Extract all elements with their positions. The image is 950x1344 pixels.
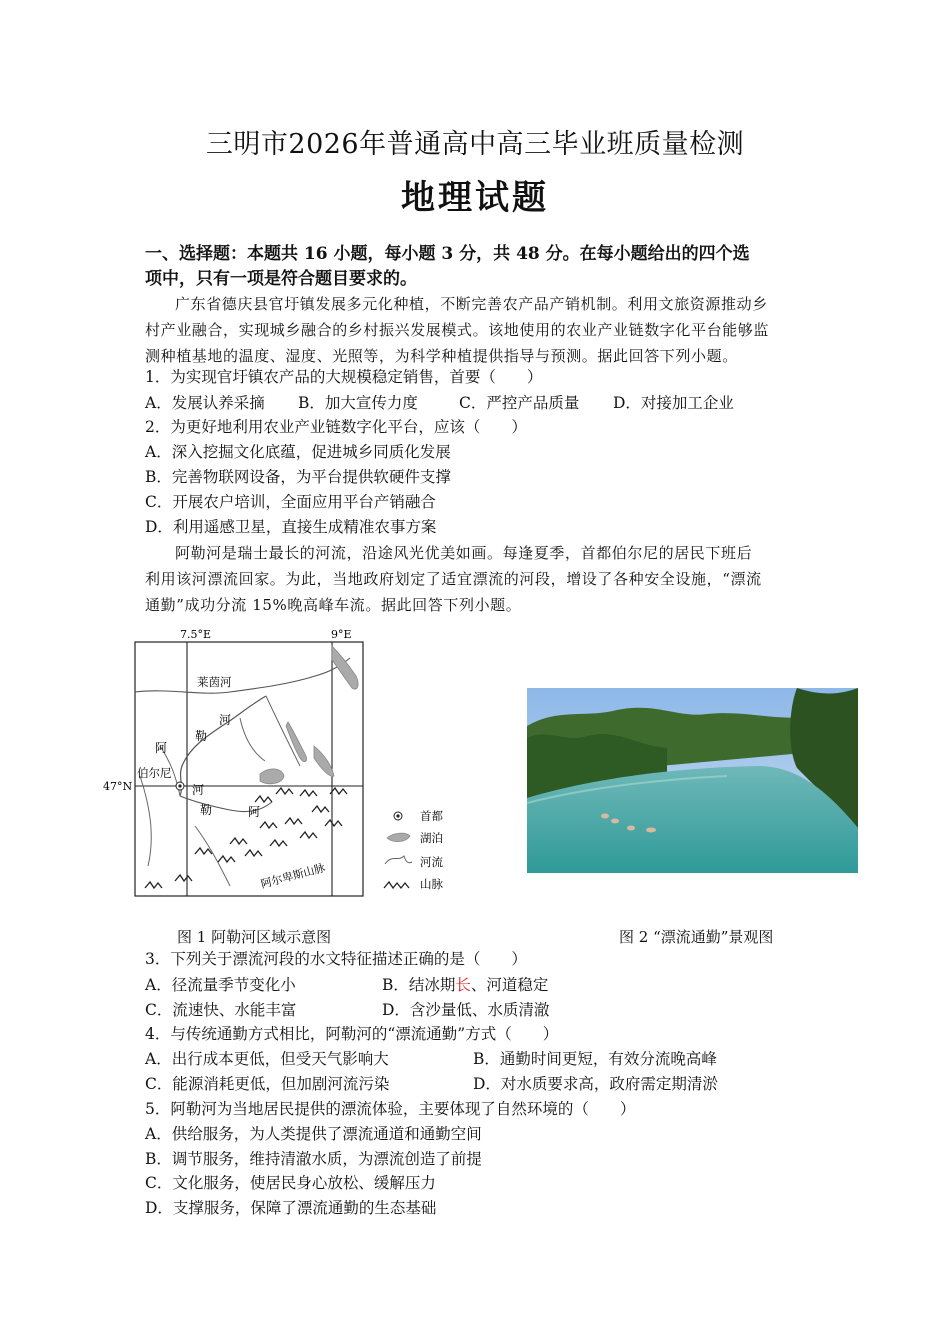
mountain-symbol	[260, 822, 277, 828]
aare-label-char: 河	[192, 783, 205, 797]
section-heading	[145, 242, 813, 292]
subject-title: 地理试题	[401, 178, 549, 218]
question-3-options-row2	[145, 999, 549, 1021]
figure-1-caption: 图 1 阿勒河区域示意图	[177, 928, 332, 946]
mountain-symbol	[245, 850, 262, 856]
mountain-symbol	[285, 818, 302, 824]
mountain-symbol	[300, 790, 317, 796]
mountain-symbol	[276, 788, 293, 794]
figure-2-caption: 图 2 “漂流通勤”景观图	[619, 928, 774, 946]
legend-river-label: 河流	[420, 855, 443, 869]
q2-option-a: A．深入挖掘文化底蕴，促进城乡同质化发展	[145, 443, 451, 461]
section-heading-line2: 项中，只有一项是符合题目要求的。	[145, 269, 417, 289]
question-1-stem: 1．为实现官圩镇农产品的大规模稳定销售，首要（ ）	[145, 368, 543, 386]
passage-2	[145, 540, 813, 618]
river-rafting-photo	[527, 688, 858, 873]
lon-label-7-5: 7.5°E	[180, 628, 212, 641]
q3-option-d: D．含沙量低、水质清澈	[382, 1001, 550, 1019]
passage-1-line2: 村产业融合，实现城乡融合的乡村振兴发展模式。该地使用的农业产业链数字化平台能够监	[145, 321, 770, 339]
passage-2-line2: 利用该河漂流回家。为此，当地政府划定了适宜漂流的河段，增设了各种安全设施，“漂流	[145, 570, 762, 588]
legend-lake-symbol	[387, 833, 410, 841]
mountain-symbol	[145, 882, 162, 888]
q1-option-d: D．对接加工企业	[613, 394, 734, 412]
lat-label-47: 47°N	[103, 780, 133, 793]
lon-label-9: 9°E	[331, 628, 352, 641]
tributary-4	[266, 696, 300, 766]
q3-option-b-part1: B．结冰期	[382, 976, 456, 994]
question-4-options-row2	[145, 1073, 718, 1095]
q4-option-a: A．出行成本更低，但受天气影响大	[145, 1050, 389, 1068]
mountain-symbol	[230, 838, 247, 844]
q4-option-b: B．通勤时间更短，有效分流晚高峰	[473, 1050, 717, 1068]
q3-option-b-highlight: 长	[455, 976, 471, 994]
legend-mountain-symbol	[384, 882, 409, 888]
aare-label-char: 勒	[200, 803, 213, 817]
mountain-symbol	[218, 856, 235, 862]
q5-option-c: C．文化服务，使居民身心放松、缓解压力	[145, 1174, 436, 1192]
aare-river	[180, 696, 266, 796]
exam-title: 三明市2026年普通高中高三毕业班质量检测	[205, 129, 745, 160]
question-4-options-row1	[145, 1048, 717, 1070]
aare-region-map	[100, 626, 450, 898]
q3-option-a: A．径流量季节变化小	[145, 976, 296, 994]
q5-option-d: D．支撑服务，保障了漂流通勤的生态基础	[145, 1199, 437, 1217]
lake-2	[286, 722, 307, 762]
mountain-symbol	[270, 840, 287, 846]
aare-label-char: 河	[219, 713, 232, 727]
aare-label-char: 阿	[248, 805, 261, 819]
mountain-symbol	[325, 820, 342, 826]
q4-option-d: D．对水质要求高，政府需定期清淤	[473, 1075, 718, 1093]
swimmer	[646, 828, 656, 833]
alps-label: 阿尔卑斯山脉	[259, 861, 327, 891]
q3-option-b	[382, 974, 548, 996]
q2-option-b: B．完善物联网设备，为平台提供软硬件支撑	[145, 468, 451, 486]
mountain-symbol	[300, 832, 317, 838]
q1-option-b: B．加大宣传力度	[298, 394, 418, 412]
legend-river-symbol	[385, 856, 412, 864]
q1-option-c: C．严控产品质量	[459, 394, 580, 412]
legend-mountain-label: 山脉	[420, 877, 443, 891]
legend-lake-label: 湖泊	[420, 831, 443, 845]
rhine-river	[135, 658, 350, 693]
mountain-symbol	[175, 875, 192, 881]
map-legend	[384, 809, 443, 891]
question-5-stem: 5．阿勒河为当地居民提供的漂流体验，主要体现了自然环境的（ ）	[145, 1100, 636, 1118]
question-3-options-row1	[145, 974, 548, 996]
q2-option-d: D．利用遥感卫星，直接生成精准农事方案	[145, 518, 437, 536]
passage-2-line1: 阿勒河是瑞士最长的河流，沿途风光优美如画。每逢夏季，首都伯尔尼的居民下班后	[175, 544, 753, 562]
q4-option-c: C．能源消耗更低，但加剧河流污染	[145, 1075, 390, 1093]
lake-4	[314, 746, 334, 776]
legend-capital-dot	[396, 814, 399, 817]
q3-option-b-part2: 、河道稳定	[470, 976, 549, 994]
aare-label-char: 阿	[155, 741, 168, 755]
swimmer	[627, 826, 635, 831]
mountain-symbol	[312, 806, 329, 812]
passage-1-line3: 测种植基地的温度、湿度、光照等，为科学种植提供指导与预测。据此回答下列小题。	[145, 347, 738, 365]
passage-2-line3: 通勤”成功分流 15%晚高峰车流。据此回答下列小题。	[145, 596, 522, 614]
bern-label: 伯尔尼	[137, 766, 172, 780]
question-3-stem: 3．下列关于漂流河段的水文特征描述正确的是（ ）	[145, 950, 527, 968]
bern-capital-dot	[178, 784, 181, 787]
question-4-stem: 4．与传统通勤方式相比，阿勒河的“漂流通勤”方式（ ）	[145, 1025, 559, 1043]
aare-label-char: 勒	[195, 729, 208, 743]
q2-option-c: C．开展农户培训，全面应用平台产销融合	[145, 493, 436, 511]
mountain-symbol	[195, 848, 212, 854]
legend-capital-label: 首都	[420, 809, 443, 823]
swimmer	[601, 814, 609, 819]
q5-option-a: A．供给服务，为人类提供了漂流通道和通勤空间	[145, 1125, 482, 1143]
passage-1-line1: 广东省德庆县官圩镇发展多元化种植，不断完善农产品产销机制。利用文旅资源推动乡	[175, 295, 768, 313]
q1-option-a: A．发展认养采摘	[145, 394, 265, 412]
rhine-label: 莱茵河	[197, 675, 232, 689]
passage-1	[145, 291, 813, 369]
question-2-stem: 2．为更好地利用农业产业链数字化平台，应该（ ）	[145, 418, 527, 436]
q5-option-b: B．调节服务，维持清澈水质，为漂流创造了前提	[145, 1150, 482, 1168]
tributary-5	[195, 826, 230, 886]
question-1-options	[145, 392, 734, 414]
q3-option-c: C．流速快、水能丰富	[145, 1001, 297, 1019]
lake-3	[260, 769, 284, 784]
section-heading-line1: 一、选择题：本题共 16 小题，每小题 3 分，共 48 分。在每小题给出的四个选	[145, 244, 750, 264]
tributary-2	[140, 776, 151, 866]
mountain-symbol	[255, 796, 272, 802]
tributary-3	[240, 718, 265, 761]
swimmer	[611, 819, 619, 824]
